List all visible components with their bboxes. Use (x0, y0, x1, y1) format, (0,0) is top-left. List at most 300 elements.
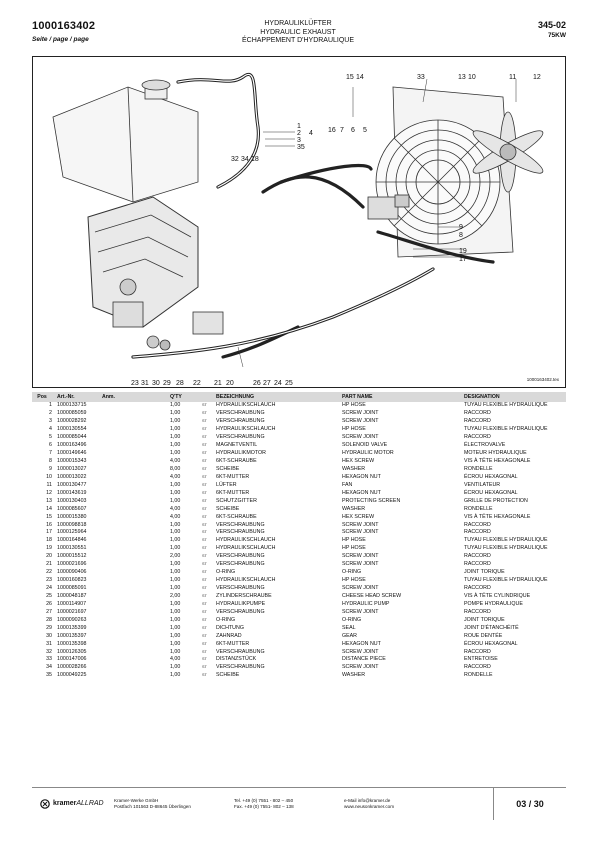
cell-unit: ST (202, 530, 207, 535)
cell-art: 1000126305 (57, 648, 87, 655)
callout-3: 3 (297, 137, 301, 144)
cell-art: 1000114907 (57, 600, 87, 607)
table-row (32, 616, 566, 624)
table-row (32, 632, 566, 640)
cell-bez: O-RING (216, 569, 236, 576)
cell-bez: VERSCHRAUBUNG (216, 529, 265, 536)
cell-des: TUYAU FLEXIBLE HYDRAULIQUE (464, 577, 548, 584)
cell-bez: MAGNETVENTIL (216, 442, 258, 449)
cell-bez: HYDRAULIKSCHLAUCH (216, 402, 276, 409)
cell-pos: 20 (46, 553, 52, 560)
cell-des: TUYAU FLEXIBLE HYDRAULIQUE (464, 426, 548, 433)
cell-pos: 1 (49, 402, 52, 409)
cell-part: SCREW JOINT (342, 410, 379, 417)
header-title (0, 20, 596, 46)
table-row (32, 442, 566, 450)
cell-pos: 12 (46, 489, 52, 496)
cell-bez: SCHUTZGITTER (216, 497, 257, 504)
cell-bez: SCHEIBE (216, 465, 240, 472)
cell-unit: ST (202, 490, 207, 495)
cell-art: 1000143619 (57, 489, 87, 496)
cell-pos: 25 (46, 592, 52, 599)
cell-unit: ST (202, 506, 207, 511)
cell-art: 1000147006 (57, 656, 87, 663)
cell-art: 1000021696 (57, 561, 87, 568)
table-row (32, 577, 566, 585)
cell-unit: ST (202, 435, 207, 440)
cell-des: JOINT TORIQUE (464, 616, 505, 623)
cell-des: RACCORD (464, 553, 491, 560)
table-row (32, 537, 566, 545)
cell-qty: 1,00 (170, 489, 181, 496)
cell-part: HEX SCREW (342, 458, 375, 465)
cell-part: HEXAGON NUT (342, 473, 381, 480)
cell-qty: 1,00 (170, 545, 181, 552)
cell-qty: 4,00 (170, 513, 181, 520)
cell-part: GEAR (342, 632, 358, 639)
cell-qty: 1,00 (170, 497, 181, 504)
cell-art: 1000015512 (57, 553, 87, 560)
table-row (32, 466, 566, 474)
cell-des: TUYAU FLEXIBLE HYDRAULIQUE (464, 545, 548, 552)
cell-des: TUYAU FLEXIBLE HYDRAULIQUE (464, 537, 548, 544)
cell-part: SCREW JOINT (342, 585, 379, 592)
cell-des: VIS À TÊTE HEXAGONALE (464, 513, 531, 520)
company-address (114, 798, 234, 810)
cell-des: ENTRETOISE (464, 656, 498, 663)
cell-part: DISTANCE PIECE (342, 656, 386, 663)
cell-des: RACCORD (464, 608, 491, 615)
cell-unit: ST (202, 609, 207, 614)
cell-part: SCREW JOINT (342, 648, 379, 655)
cell-art: 1000130551 (57, 545, 87, 552)
cell-unit: ST (202, 482, 207, 487)
table-row (32, 450, 566, 458)
cell-bez: LÜFTER (216, 481, 237, 488)
header-right (538, 20, 566, 39)
cell-art: 1000098818 (57, 521, 87, 528)
callout-18: 18 (251, 156, 259, 163)
parts-table (32, 392, 566, 680)
cell-qty: 4,00 (170, 473, 181, 480)
callout-2: 2 (297, 130, 301, 137)
page-number: 03 / 30 (493, 788, 566, 820)
cell-des: RONDELLE (464, 672, 493, 679)
cell-art: 1000125964 (57, 529, 87, 536)
header-qty: Q'TY (170, 394, 182, 400)
cell-qty: 1,00 (170, 442, 181, 449)
cell-art: 1000160823 (57, 577, 87, 584)
cell-part: WASHER (342, 505, 366, 512)
cell-pos: 28 (46, 616, 52, 623)
brand-suffix: ALLRAD (76, 800, 104, 807)
table-row (32, 569, 566, 577)
cell-art: 1000085044 (57, 434, 87, 441)
cell-part: HP HOSE (342, 537, 366, 544)
cell-art: 1000130477 (57, 481, 87, 488)
table-row (32, 656, 566, 664)
cell-unit: ST (202, 625, 207, 630)
cell-qty: 1,00 (170, 672, 181, 679)
cell-bez: 6KT-MUTTER (216, 489, 250, 496)
footer (32, 787, 566, 820)
cell-qty: 4,00 (170, 458, 181, 465)
callout-26: 26 (253, 380, 261, 387)
cell-unit: ST (202, 617, 207, 622)
cell-bez: HYDRAULIKSCHLAUCH (216, 577, 276, 584)
cell-des: JOINT D'ÉTANCHÉITÉ (464, 624, 519, 631)
callout-17: 17 (459, 256, 467, 263)
cell-des: ÉCROU HEXAGONAL (464, 640, 518, 647)
callout-30: 30 (152, 380, 160, 387)
table-row (32, 664, 566, 672)
cell-qty: 1,00 (170, 450, 181, 457)
cell-qty: 1,00 (170, 521, 181, 528)
table-row (32, 481, 566, 489)
cell-unit: ST (202, 593, 207, 598)
cell-pos: 24 (46, 585, 52, 592)
fax-number: Fax. +49 (0) 7551- 802 – 138 (234, 804, 294, 809)
cell-pos: 27 (46, 608, 52, 615)
cell-art: 1000133715 (57, 402, 87, 409)
cell-pos: 22 (46, 569, 52, 576)
diagram-drawing (33, 57, 565, 387)
cell-des: ÉCROU HEXAGONAL (464, 489, 518, 496)
cell-pos: 35 (46, 672, 52, 679)
cell-bez: HYDRAULIKMOTOR (216, 450, 266, 457)
cell-part: O-RING (342, 616, 362, 623)
callout-31: 31 (141, 380, 149, 387)
cell-bez: 6KT-MUTTER (216, 640, 250, 647)
drawing-reference: 1000163402.tex (526, 377, 559, 382)
title-en: HYDRAULIC EXHAUST (260, 28, 336, 36)
cell-art: 1000013027 (57, 465, 87, 472)
cell-unit: ST (202, 641, 207, 646)
cell-part: HYDRAULIC PUMP (342, 600, 390, 607)
callout-1: 1 (297, 123, 301, 130)
callout-14: 14 (356, 74, 364, 81)
cell-unit: ST (202, 514, 207, 519)
callout-28: 28 (176, 380, 184, 387)
cell-bez: SCHEIBE (216, 672, 240, 679)
cell-unit: ST (202, 546, 207, 551)
table-row (32, 418, 566, 426)
cell-des: RACCORD (464, 585, 491, 592)
cell-des: RACCORD (464, 561, 491, 568)
callout-35: 35 (297, 144, 305, 151)
cell-pos: 7 (49, 450, 52, 457)
cell-bez: DICHTUNG (216, 624, 244, 631)
cell-bez: DISTANZSTÜCK (216, 656, 257, 663)
cell-bez: 6KT-SCHRAUBE (216, 513, 257, 520)
cell-unit: ST (202, 427, 207, 432)
cell-qty: 1,00 (170, 600, 181, 607)
cell-unit: ST (202, 443, 207, 448)
cell-art: 1000048187 (57, 592, 87, 599)
cell-qty: 1,00 (170, 426, 181, 433)
cell-part: PROTECTING SCREEN (342, 497, 401, 504)
cell-part: HYDRAULIC MOTOR (342, 450, 394, 457)
cell-pos: 32 (46, 648, 52, 655)
cell-des: ÉCROU HEXAGONAL (464, 473, 518, 480)
callout-10: 10 (468, 74, 476, 81)
group-code: 345-02 (537, 20, 566, 30)
cell-part: SCREW JOINT (342, 561, 379, 568)
cell-pos: 11 (46, 481, 52, 488)
header-anm: Anm. (102, 394, 115, 400)
cell-qty: 1,00 (170, 648, 181, 655)
cell-bez: VERSCHRAUBUNG (216, 434, 265, 441)
cell-pos: 34 (46, 664, 52, 671)
cell-des: RACCORD (464, 529, 491, 536)
table-row (32, 497, 566, 505)
cell-art: 1000015343 (57, 458, 87, 465)
company-name: Kramer-Werke GmbH (114, 798, 159, 803)
cell-part: HP HOSE (342, 545, 366, 552)
cell-bez: VERSCHRAUBUNG (216, 561, 265, 568)
cell-part: HP HOSE (342, 426, 366, 433)
cell-unit: ST (202, 665, 207, 670)
variant-label: 75KW (547, 32, 566, 39)
cell-des: RACCORD (464, 664, 491, 671)
cell-des: GRILLE DE PROTECTION (464, 497, 528, 504)
cell-art: 1000163496 (57, 442, 87, 449)
cell-part: SCREW JOINT (342, 553, 379, 560)
table-row (32, 585, 566, 593)
cell-des: RACCORD (464, 648, 491, 655)
cell-art: 1000090406 (57, 569, 87, 576)
cell-part: SCREW JOINT (342, 521, 379, 528)
cell-qty: 1,00 (170, 561, 181, 568)
cell-bez: VERSCHRAUBUNG (216, 521, 265, 528)
cell-part: SOLENOID VALVE (342, 442, 388, 449)
cell-qty: 1,00 (170, 402, 181, 409)
cell-part: HP HOSE (342, 402, 366, 409)
cell-unit: ST (202, 451, 207, 456)
cell-unit: ST (202, 578, 207, 583)
callout-11: 11 (509, 74, 517, 81)
cell-art: 1000130554 (57, 426, 87, 433)
callout-25: 25 (285, 380, 293, 387)
cell-qty: 1,00 (170, 529, 181, 536)
cell-pos: 14 (46, 505, 52, 512)
cell-unit: ST (202, 459, 207, 464)
cell-art: 1000135398 (57, 640, 87, 647)
cell-art: 1000021697 (57, 608, 87, 615)
cell-unit: ST (202, 673, 207, 678)
cell-part: SCREW JOINT (342, 664, 379, 671)
callout-7: 7 (340, 127, 344, 134)
table-row (32, 608, 566, 616)
cell-qty: 1,00 (170, 577, 181, 584)
cell-art: 1000085607 (57, 505, 87, 512)
postal-address: Postfach 101563 D-88645 Überlingen (114, 804, 191, 809)
cell-qty: 1,00 (170, 418, 181, 425)
callout-34: 34 (241, 156, 249, 163)
cell-qty: 1,00 (170, 616, 181, 623)
cell-des: VIS À TÊTE HEXAGONALE (464, 458, 531, 465)
email-address: e-Mail info@kramer.de (344, 798, 391, 803)
cell-unit: ST (202, 586, 207, 591)
cell-part: HP HOSE (342, 577, 366, 584)
cell-bez: 6KT-MUTTER (216, 473, 250, 480)
cell-qty: 4,00 (170, 505, 181, 512)
table-row (32, 600, 566, 608)
cell-qty: 1,00 (170, 640, 181, 647)
cell-qty: 1,00 (170, 434, 181, 441)
cell-part: SCREW JOINT (342, 434, 379, 441)
cell-unit: ST (202, 633, 207, 638)
table-row (32, 553, 566, 561)
cell-unit: ST (202, 419, 207, 424)
cell-unit: ST (202, 466, 207, 471)
callout-23: 23 (131, 380, 139, 387)
cell-unit: ST (202, 562, 207, 567)
cell-unit: ST (202, 649, 207, 654)
cell-bez: VERSCHRAUBUNG (216, 553, 265, 560)
table-row (32, 489, 566, 497)
cell-art: 1000028292 (57, 418, 87, 425)
table-row (32, 672, 566, 680)
cell-art: 1000164846 (57, 537, 87, 544)
callout-4: 4 (309, 130, 313, 137)
cell-des: RACCORD (464, 521, 491, 528)
cell-art: 1000013022 (57, 473, 87, 480)
callout-32: 32 (231, 156, 239, 163)
cell-des: TUYAU FLEXIBLE HYDRAULIQUE (464, 402, 548, 409)
callout-19: 19 (459, 248, 467, 255)
cell-unit: ST (202, 601, 207, 606)
cell-part: O-RING (342, 569, 362, 576)
cell-bez: SCHEIBE (216, 505, 240, 512)
table-row (32, 529, 566, 537)
cell-bez: VERSCHRAUBUNG (216, 585, 265, 592)
cell-des: RONDELLE (464, 505, 493, 512)
cell-unit: ST (202, 538, 207, 543)
header-des: DESIGNATION (464, 394, 500, 400)
cell-pos: 17 (46, 529, 52, 536)
table-row (32, 561, 566, 569)
callout-16: 16 (328, 127, 336, 134)
cell-art: 1000049225 (57, 672, 87, 679)
cell-bez: VERSCHRAUBUNG (216, 608, 265, 615)
cell-bez: O-RING (216, 616, 236, 623)
header-art: Art.-Nr. (57, 394, 75, 400)
cell-bez: HYDRAULIKSCHLAUCH (216, 545, 276, 552)
cell-art: 1000028266 (57, 664, 87, 671)
cell-bez: HYDRAULIKSCHLAUCH (216, 537, 276, 544)
callout-6: 6 (351, 127, 355, 134)
cell-qty: 1,00 (170, 537, 181, 544)
table-row (32, 505, 566, 513)
cell-qty: 1,00 (170, 608, 181, 615)
cell-bez: VERSCHRAUBUNG (216, 418, 265, 425)
cell-bez: ZYLINDERSCHRAUBE (216, 592, 272, 599)
cell-bez: ZAHNRAD (216, 632, 242, 639)
callout-29: 29 (163, 380, 171, 387)
cell-qty: 2,00 (170, 592, 181, 599)
cell-pos: 4 (49, 426, 52, 433)
cell-qty: 1,00 (170, 585, 181, 592)
cell-art: 1000149646 (57, 450, 87, 457)
cell-unit: ST (202, 474, 207, 479)
cell-art: 1000130403 (57, 497, 87, 504)
cell-pos: 3 (49, 418, 52, 425)
header-bez: BEZEICHNUNG (216, 394, 255, 400)
table-body (32, 402, 566, 680)
cell-bez: HYDRAULIKPUMPE (216, 600, 266, 607)
table-row (32, 410, 566, 418)
website: www.neusonkramer.com (344, 804, 395, 809)
exploded-diagram (32, 56, 566, 388)
cell-des: RACCORD (464, 434, 491, 441)
brand-logo (40, 799, 114, 809)
cell-bez: HYDRAULIKSCHLAUCH (216, 426, 276, 433)
cell-part: HEX SCREW (342, 513, 375, 520)
cell-pos: 8 (49, 458, 52, 465)
cell-art: 1000135397 (57, 632, 87, 639)
callout-8: 8 (459, 232, 463, 239)
cell-bez: VERSCHRAUBUNG (216, 410, 265, 417)
cell-part: SCREW JOINT (342, 608, 379, 615)
contact-web (344, 798, 466, 810)
title-fr: ÉCHAPPEMENT D'HYDRAULIQUE (241, 37, 355, 44)
cell-art: 1000085059 (57, 410, 87, 417)
cell-qty: 1,00 (170, 624, 181, 631)
callout-9: 9 (459, 224, 463, 231)
cell-qty: 1,00 (170, 632, 181, 639)
cell-pos: 6 (49, 442, 52, 449)
callout-12: 12 (533, 74, 541, 81)
cell-qty: 2,00 (170, 553, 181, 560)
cell-pos: 10 (46, 473, 52, 480)
cell-unit: ST (202, 570, 207, 575)
cell-pos: 33 (46, 656, 52, 663)
table-row (32, 640, 566, 648)
cell-part: FAN (342, 481, 353, 488)
kramer-logo-icon (40, 799, 50, 809)
cell-part: WASHER (342, 672, 366, 679)
callout-21: 21 (214, 380, 222, 387)
cell-des: ROUE DENTÉE (464, 632, 503, 639)
page-label: Seite / page / page (32, 36, 89, 43)
cell-pos: 26 (46, 600, 52, 607)
cell-unit: ST (202, 522, 207, 527)
callout-24: 24 (274, 380, 282, 387)
callout-15: 15 (346, 74, 354, 81)
cell-part: HEXAGON NUT (342, 489, 381, 496)
cell-part: CHEESE HEAD SCREW (342, 592, 402, 599)
cell-pos: 31 (46, 640, 52, 647)
table-row (32, 458, 566, 466)
cell-qty: 8,00 (170, 465, 181, 472)
cell-unit: ST (202, 498, 207, 503)
header-part: PART NAME (342, 394, 373, 400)
table-row (32, 402, 566, 410)
table-row (32, 624, 566, 632)
cell-pos: 23 (46, 577, 52, 584)
cell-qty: 1,00 (170, 664, 181, 671)
cell-art: 1000015380 (57, 513, 87, 520)
cell-part: SCREW JOINT (342, 418, 379, 425)
table-row (32, 434, 566, 442)
cell-unit: ST (202, 554, 207, 559)
cell-bez: VERSCHRAUBUNG (216, 664, 265, 671)
cell-part: SCREW JOINT (342, 529, 379, 536)
header-pos: Pos (37, 394, 47, 400)
brand-name: kramer (53, 800, 77, 807)
cell-unit: ST (202, 411, 207, 416)
